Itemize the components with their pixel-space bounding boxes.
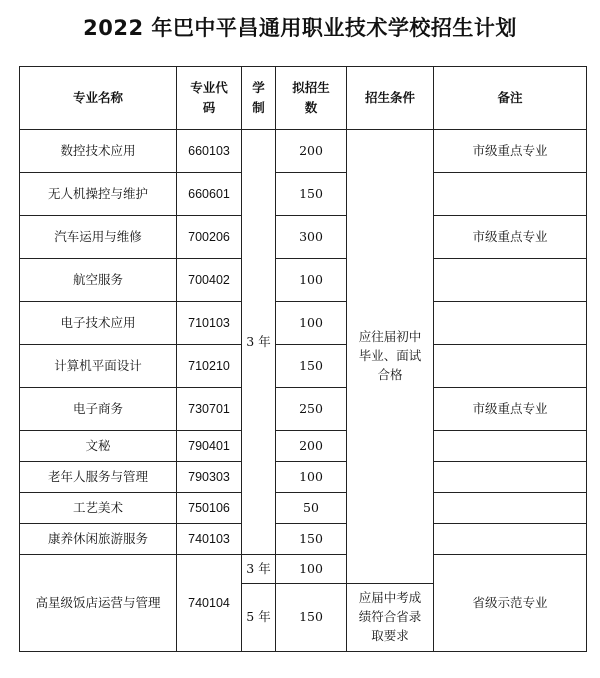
- quota: 100: [276, 302, 347, 345]
- major-code: 740103: [177, 524, 242, 555]
- major-code: 790303: [177, 462, 242, 493]
- duration-cell: 3 年: [242, 130, 276, 555]
- table-row: [20, 259, 587, 302]
- major-name: 高星级饭店运营与管理: [20, 555, 177, 652]
- table-row: [20, 345, 587, 388]
- header-notes: 备注: [434, 67, 587, 130]
- quota: 100: [276, 462, 347, 493]
- quota: 150: [276, 173, 347, 216]
- table-row: [20, 388, 587, 431]
- header-conditions: 招生条件: [347, 67, 434, 130]
- table-row: [20, 130, 587, 173]
- quota: 50: [276, 493, 347, 524]
- page-title: 2022 年巴中平昌通用职业技术学校招生计划: [83, 16, 517, 40]
- major-code: 730701: [177, 388, 242, 431]
- major-code: 750106: [177, 493, 242, 524]
- major-name: 航空服务: [20, 259, 177, 302]
- major-code: 660601: [177, 173, 242, 216]
- note: [434, 431, 587, 462]
- duration-cell: 3 年: [242, 555, 276, 584]
- header-row: [20, 67, 587, 130]
- condition-cell: 应往届初中毕业、面试合格: [347, 130, 434, 584]
- major-name: 文秘: [20, 431, 177, 462]
- major-name: 工艺美术: [20, 493, 177, 524]
- header-major: 专业名称: [20, 67, 177, 130]
- major-code: 790401: [177, 431, 242, 462]
- major-name: 老年人服务与管理: [20, 462, 177, 493]
- note: 市级重点专业: [434, 216, 587, 259]
- header-duration: 学制: [242, 67, 276, 130]
- major-name: 电子商务: [20, 388, 177, 431]
- quota: 200: [276, 431, 347, 462]
- major-name: 汽车运用与维修: [20, 216, 177, 259]
- major-code: 700206: [177, 216, 242, 259]
- enrollment-table: [19, 66, 587, 652]
- duration-cell: 5 年: [242, 584, 276, 652]
- table-row: [20, 524, 587, 555]
- header-quota: 拟招生数: [276, 67, 347, 130]
- quota: 150: [276, 584, 347, 652]
- quota: 150: [276, 345, 347, 388]
- condition-cell: 应届中考成绩符合省录取要求: [347, 584, 434, 652]
- table-row-hotel-3yr: [20, 555, 587, 584]
- quota: 250: [276, 388, 347, 431]
- major-code: 710210: [177, 345, 242, 388]
- major-code: 740104: [177, 555, 242, 652]
- note: [434, 259, 587, 302]
- note: [434, 302, 587, 345]
- note: [434, 345, 587, 388]
- table-row: [20, 431, 587, 462]
- table-row: [20, 493, 587, 524]
- note: 市级重点专业: [434, 388, 587, 431]
- table-row: [20, 302, 587, 345]
- major-name: 无人机操控与维护: [20, 173, 177, 216]
- table-row: [20, 173, 587, 216]
- note: 省级示范专业: [434, 555, 587, 652]
- major-code: 710103: [177, 302, 242, 345]
- major-name: 康养休闲旅游服务: [20, 524, 177, 555]
- major-name: 电子技术应用: [20, 302, 177, 345]
- quota: 150: [276, 524, 347, 555]
- note: [434, 462, 587, 493]
- quota: 100: [276, 555, 347, 584]
- note: [434, 524, 587, 555]
- quota: 100: [276, 259, 347, 302]
- major-name: 计算机平面设计: [20, 345, 177, 388]
- quota: 300: [276, 216, 347, 259]
- header-code: 专业代码: [177, 67, 242, 130]
- note: [434, 173, 587, 216]
- major-code: 660103: [177, 130, 242, 173]
- quota: 200: [276, 130, 347, 173]
- table-row: [20, 216, 587, 259]
- major-code: 700402: [177, 259, 242, 302]
- note: 市级重点专业: [434, 130, 587, 173]
- note: [434, 493, 587, 524]
- major-name: 数控技术应用: [20, 130, 177, 173]
- table-row: [20, 462, 587, 493]
